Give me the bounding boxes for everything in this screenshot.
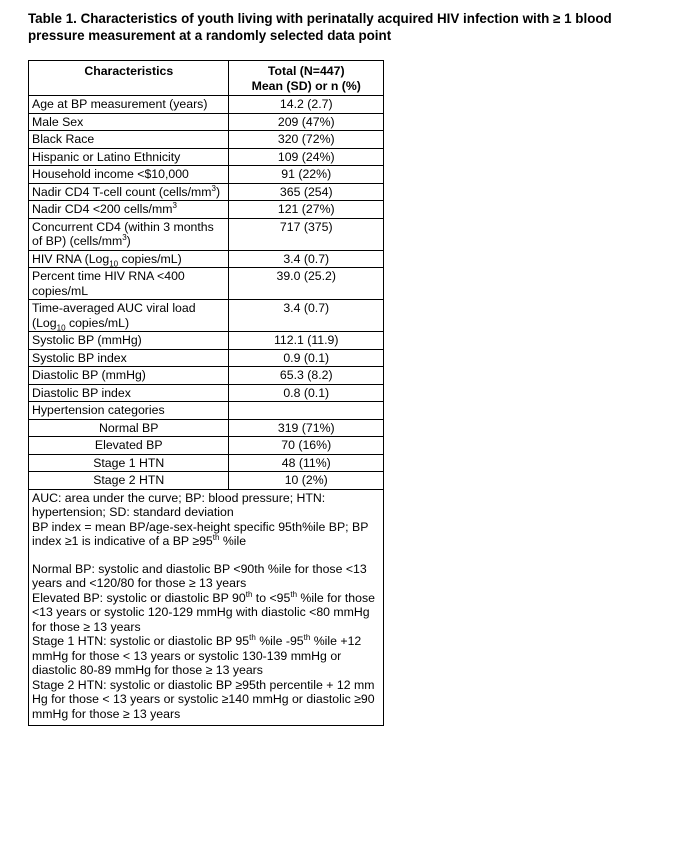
- note-text: %ile for those <13 years or systolic 120-129 mmHg with diastolic <80 mmHg for those ≥ 13 years: [32, 590, 375, 634]
- row-value: 3.4 (0.7): [229, 250, 384, 268]
- note-bp-index: [32, 520, 380, 549]
- row-value: 112.1 (11.9): [229, 332, 384, 350]
- table-row: [29, 384, 384, 402]
- row-label: [29, 250, 229, 268]
- characteristics-table: [28, 60, 384, 726]
- row-value: 0.8 (0.1): [229, 384, 384, 402]
- row-value: 320 (72%): [229, 131, 384, 149]
- row-label: Percent time HIV RNA <400 copies/mL: [29, 268, 229, 300]
- superscript: 3: [122, 232, 127, 242]
- footnotes: [29, 489, 384, 726]
- subrow-label: Stage 1 HTN: [29, 454, 229, 472]
- header-characteristics: Characteristics: [29, 61, 229, 96]
- row-value: 365 (254): [229, 183, 384, 201]
- row-label: [29, 300, 229, 332]
- table-subrow: [29, 454, 384, 472]
- table-row: [29, 148, 384, 166]
- row-label: Black Race: [29, 131, 229, 149]
- row-label: [29, 218, 229, 250]
- table-row: [29, 183, 384, 201]
- table-row: [29, 332, 384, 350]
- table-row: [29, 96, 384, 114]
- table-subrow: [29, 472, 384, 490]
- row-value: 14.2 (2.7): [229, 96, 384, 114]
- label-text: ): [126, 234, 131, 248]
- label-text: ): [215, 184, 221, 199]
- superscript: th: [212, 532, 220, 542]
- header-total-line1: Total (N=447): [267, 64, 345, 78]
- row-label: Male Sex: [29, 113, 229, 131]
- table-row: [29, 113, 384, 131]
- row-label: [29, 183, 229, 201]
- note-text: %ile -95: [255, 634, 304, 648]
- table-row: [29, 300, 384, 332]
- table-title: Table 1. Characteristics of youth living with perinatally acquired HIV infection with ≥ 1 blood pressure measurement at a randomly selected data point: [28, 11, 612, 43]
- row-value: [229, 402, 384, 420]
- note-stage2-htn: Stage 2 HTN: systolic or diastolic BP ≥95th percentile + 12 mm Hg for those < 13 years or systolic ≥140 mmHg or diastolic ≥90 mmHg for those ≥ 13 years: [32, 677, 375, 721]
- subscript: 10: [56, 322, 66, 332]
- row-label: Hispanic or Latino Ethnicity: [29, 148, 229, 166]
- row-label: Hypertension categories: [29, 402, 229, 420]
- note-abbreviations: AUC: area under the curve; BP: blood pressure; HTN: hypertension; SD: standard deviation: [32, 490, 326, 519]
- subrow-label: Stage 2 HTN: [29, 472, 229, 490]
- label-text: Time-averaged AUC viral load (Log: [32, 301, 196, 330]
- note-text: Stage 1 HTN: systolic or diastolic BP 95: [32, 634, 250, 648]
- subscript: 10: [109, 258, 119, 268]
- table-row: [29, 402, 384, 420]
- row-label: Diastolic BP index: [29, 384, 229, 402]
- subrow-label: Normal BP: [29, 419, 229, 437]
- row-label: [29, 201, 229, 219]
- subrow-value: 319 (71%): [229, 419, 384, 437]
- subrow-value: 48 (11%): [229, 454, 384, 472]
- subrow-label: Elevated BP: [29, 437, 229, 455]
- label-text: copies/mL): [118, 251, 182, 266]
- superscript: 3: [172, 200, 177, 210]
- note-text: %ile: [219, 534, 247, 548]
- note-text: %ile +12 mmHg for those < 13 years or systolic 130-139 mmHg or diastolic 80-89 mmHg for those ≥ 13 years: [32, 634, 362, 677]
- note-stage1-htn: [32, 634, 380, 678]
- superscript: th: [245, 589, 253, 599]
- row-value: 121 (27%): [229, 201, 384, 219]
- note-text: to <95: [252, 590, 291, 605]
- note-text: BP index = mean BP/age-sex-height specific 95th%ile BP; BP index ≥1 is indicative of a BP ≥95: [32, 519, 369, 548]
- row-label: Systolic BP (mmHg): [29, 332, 229, 350]
- table-subrow: [29, 419, 384, 437]
- spacer: [32, 549, 380, 562]
- row-value: 109 (24%): [229, 148, 384, 166]
- superscript: th: [249, 632, 256, 642]
- table-row: [29, 268, 384, 300]
- table-row: [29, 201, 384, 219]
- header-total: [229, 61, 384, 96]
- table-row: [29, 349, 384, 367]
- row-value: 3.4 (0.7): [229, 300, 384, 332]
- label-text: copies/mL): [65, 315, 130, 330]
- table-subrow: [29, 437, 384, 455]
- note-elevated-bp: [32, 591, 380, 635]
- header-total-line2: Mean (SD) or n (%): [251, 78, 361, 93]
- label-text: HIV RNA (Log: [32, 251, 110, 266]
- row-value: 209 (47%): [229, 113, 384, 131]
- table-row: [29, 218, 384, 250]
- row-value: 717 (375): [229, 218, 384, 250]
- subrow-value: 10 (2%): [229, 472, 384, 490]
- table-row: [29, 166, 384, 184]
- row-value: 0.9 (0.1): [229, 349, 384, 367]
- label-text: Nadir CD4 T-cell count (cells/mm: [32, 184, 212, 199]
- footnotes-row: [29, 489, 384, 726]
- row-value: 91 (22%): [229, 166, 384, 184]
- table-row: [29, 250, 384, 268]
- row-value: 65.3 (8.2): [229, 367, 384, 385]
- row-label: Systolic BP index: [29, 349, 229, 367]
- label-text: Concurrent CD4 (within 3 months of BP) (cells/mm: [32, 219, 214, 248]
- subrow-value: 70 (16%): [229, 437, 384, 455]
- row-value: 39.0 (25.2): [229, 268, 384, 300]
- superscript: 3: [211, 183, 216, 193]
- row-label: Diastolic BP (mmHg): [29, 367, 229, 385]
- row-label: Household income <$10,000: [29, 166, 229, 184]
- table-row: [29, 367, 384, 385]
- note-normal-bp: Normal BP: systolic and diastolic BP <90th %ile for those <13 years and <120/80 for those ≥ 13 years: [32, 561, 367, 590]
- superscript: th: [303, 632, 311, 642]
- note-text: Elevated BP: systolic or diastolic BP 90: [32, 590, 246, 605]
- label-text: Nadir CD4 <200 cells/mm: [32, 202, 173, 216]
- row-label: Age at BP measurement (years): [29, 96, 229, 114]
- header-row: [29, 61, 384, 96]
- table-row: [29, 131, 384, 149]
- superscript: th: [290, 589, 298, 599]
